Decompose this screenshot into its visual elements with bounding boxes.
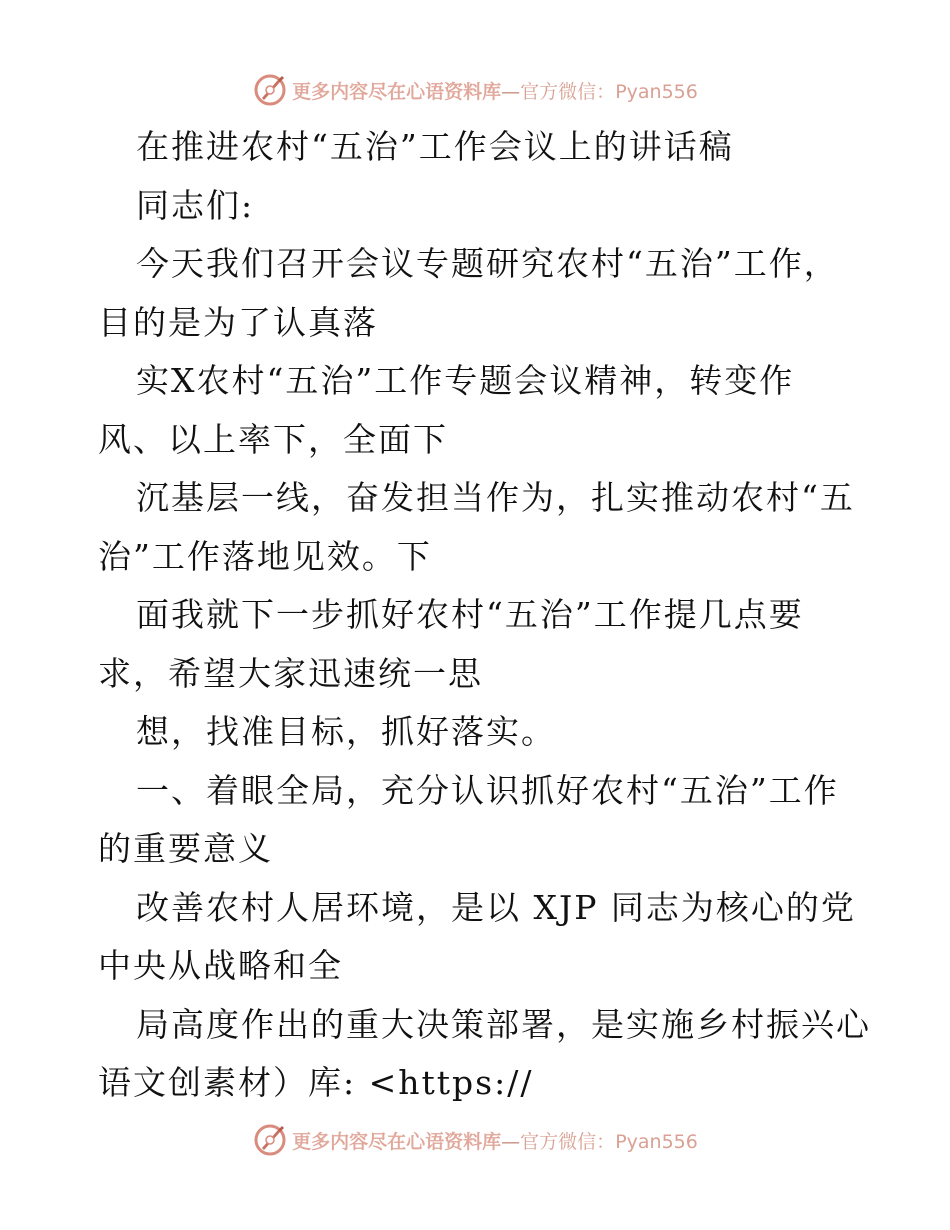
body-line: 局高度作出的重大决策部署，是实施乡村振兴心 <box>136 1004 871 1044</box>
salutation: 同志们: <box>136 185 255 225</box>
quill-pen-circle-icon <box>252 1122 288 1158</box>
body-line: 实X农村“五治”工作专题会议精神，转变作 <box>136 361 795 400</box>
header-watermark <box>0 70 950 110</box>
body-line: 想，找准目标，抓好落实。 <box>136 712 556 751</box>
body-line: 语文创素材）库: <https:// <box>98 1063 534 1102</box>
section-heading-cont: 的重要意义 <box>98 829 273 868</box>
watermark-official: 官方微信： <box>520 80 616 103</box>
watermark-wechat-id: Pyan556 <box>615 80 698 103</box>
quill-pen-circle-icon <box>252 72 288 108</box>
body-line: 求，希望大家迅速统一思 <box>98 653 483 693</box>
body-line: 治”工作落地见效。下 <box>98 536 432 576</box>
document-title: 在推进农村“五治”工作会议上的讲话稿 <box>136 127 734 166</box>
body-line: 风、以上率下，全面下 <box>98 419 448 459</box>
document-body <box>98 118 871 1113</box>
watermark-brand: 更多内容尽在心语资料库 <box>292 1130 502 1153</box>
body-line: 面我就下一步抓好农村“五治”工作提几点要 <box>136 595 804 634</box>
footer-watermark <box>0 1120 950 1160</box>
body-line: 今天我们召开会议专题研究农村“五治”工作， <box>136 244 839 283</box>
watermark-text <box>292 77 698 104</box>
watermark-dash: — <box>501 80 521 103</box>
body-line: 目的是为了认真落 <box>98 302 378 342</box>
watermark-text <box>292 1127 698 1154</box>
body-line: 沉基层一线，奋发担当作为，扎实推动农村“五 <box>136 478 855 517</box>
watermark-official: 官方微信： <box>520 1130 616 1153</box>
watermark-wechat-id: Pyan556 <box>615 1130 698 1153</box>
section-heading: 一、着眼全局，充分认识抓好农村“五治”工作 <box>136 770 839 810</box>
watermark-dash: — <box>501 1130 521 1153</box>
body-line: 改善农村人居环境，是以 XJP 同志为核心的党 <box>136 887 856 927</box>
watermark-brand: 更多内容尽在心语资料库 <box>292 80 502 103</box>
body-line: 中央从战略和全 <box>98 946 343 985</box>
